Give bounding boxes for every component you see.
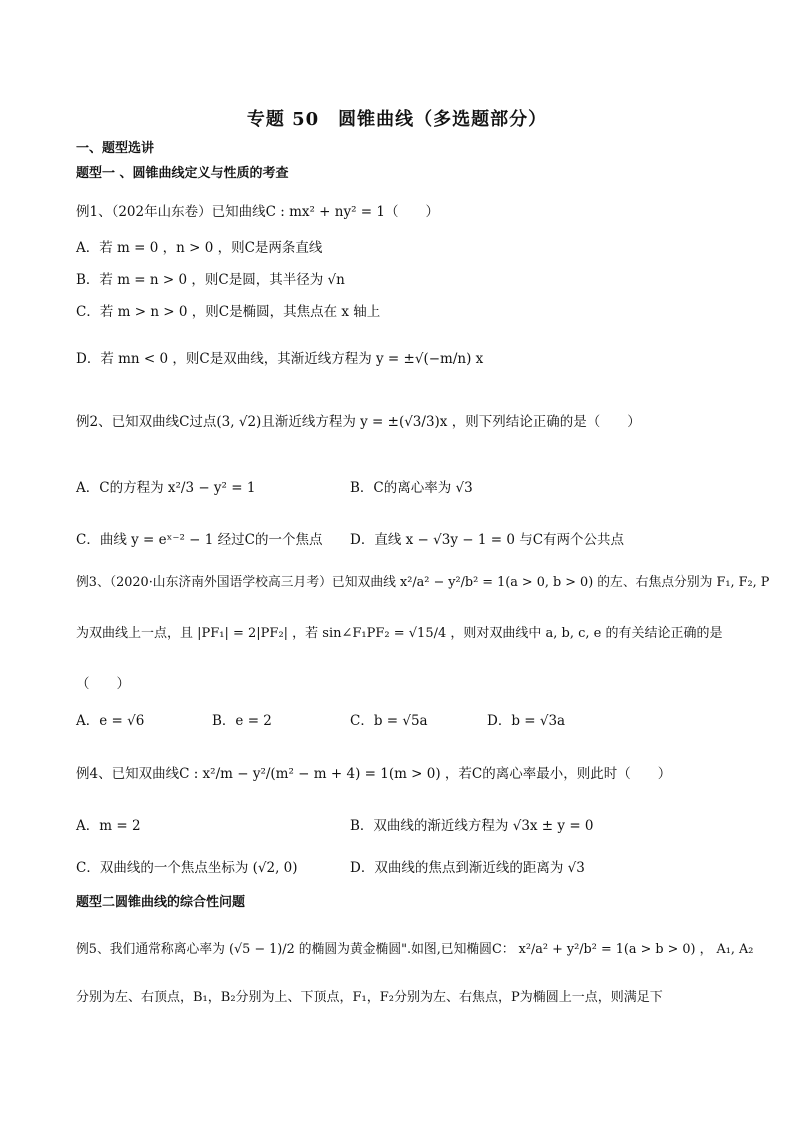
ex2-option-b: B．C的离心率为 √3 bbox=[350, 480, 473, 496]
ex4-option-c: C．双曲线的一个焦点坐标为 (√2, 0) bbox=[76, 860, 298, 876]
ex3-option-d: D．b = √3a bbox=[487, 713, 566, 729]
ex2-option-c: C．曲线 y = eˣ⁻² − 1 经过C的一个焦点 bbox=[76, 532, 323, 548]
ex3-option-a: A．e = √6 bbox=[76, 713, 145, 729]
ex1-stem: 例1、（202年山东卷）已知曲线C : mx² + ny² = 1（ ） bbox=[76, 204, 440, 220]
ex3-stem-line1: 例3、（2020·山东济南外国语学校高三月考）已知双曲线 x²/a² − y²/b² = 1(a > 0, b > 0) 的左、右焦点分别为 F₁, F₂, P bbox=[76, 575, 770, 590]
ex5-stem-line1: 例5、我们通常称离心率为 (√5 − 1)/2 的椭圆为黄金椭圆".如图,已知椭圆C： x²/a² + y²/b² = 1(a > b > 0) ， A₁, A₂ bbox=[76, 942, 754, 957]
ex2-option-d: D．直线 x − √3y − 1 = 0 与C有两个公共点 bbox=[350, 532, 625, 548]
ex3-stem-line2: 为双曲线上一点，且 |PF₁| = 2|PF₂| ，若 sin∠F₁PF₂ = √15/4 ，则对双曲线中 a, b, c, e 的有关结论正确的是 bbox=[76, 626, 723, 641]
ex3-option-c: C．b = √5a bbox=[350, 713, 428, 729]
ex1-option-d: D．若 mn < 0 ，则C是双曲线，其渐近线方程为 y = ±√(−m/n) x bbox=[76, 351, 484, 367]
ex1-option-b: B．若 m = n > 0 ，则C是圆，其半径为 √n bbox=[76, 272, 345, 288]
ex1-option-c: C．若 m > n > 0 ，则C是椭圆，其焦点在 x 轴上 bbox=[76, 304, 381, 320]
ex5-stem-line2: 分别为左、右顶点，B₁，B₂分别为上、下顶点，F₁，F₂分别为左、右焦点，P为椭圆上一点，则满足下 bbox=[76, 990, 663, 1005]
ex4-option-a: A．m = 2 bbox=[76, 818, 141, 834]
ex3-stem-line3: （ ） bbox=[76, 676, 130, 692]
ex3-option-b: B．e = 2 bbox=[212, 713, 272, 729]
ex2-option-a: A．C的方程为 x²/3 − y² = 1 bbox=[76, 480, 256, 496]
section-heading: 一、题型选讲 bbox=[76, 141, 155, 156]
ex4-option-d: D．双曲线的焦点到渐近线的距离为 √3 bbox=[350, 860, 585, 876]
page-title: 专题 50 圆锥曲线（多选题部分） bbox=[246, 109, 548, 130]
ex1-option-a: A．若 m = 0 ，n > 0 ，则C是两条直线 bbox=[76, 240, 323, 256]
ex4-option-b: B．双曲线的渐近线方程为 √3x ± y = 0 bbox=[350, 818, 594, 834]
type1-heading: 题型一 、圆锥曲线定义与性质的考查 bbox=[76, 166, 289, 181]
type2-heading: 题型二圆锥曲线的综合性问题 bbox=[76, 895, 246, 910]
ex2-stem: 例2、已知双曲线C过点(3, √2)且渐近线方程为 y = ±(√3/3)x ，则下列结论正确的是（ ） bbox=[76, 414, 641, 430]
ex4-stem: 例4、已知双曲线C : x²/m − y²/(m² − m + 4) = 1(m > 0) ，若C的离心率最小，则此时（ ） bbox=[76, 766, 672, 782]
